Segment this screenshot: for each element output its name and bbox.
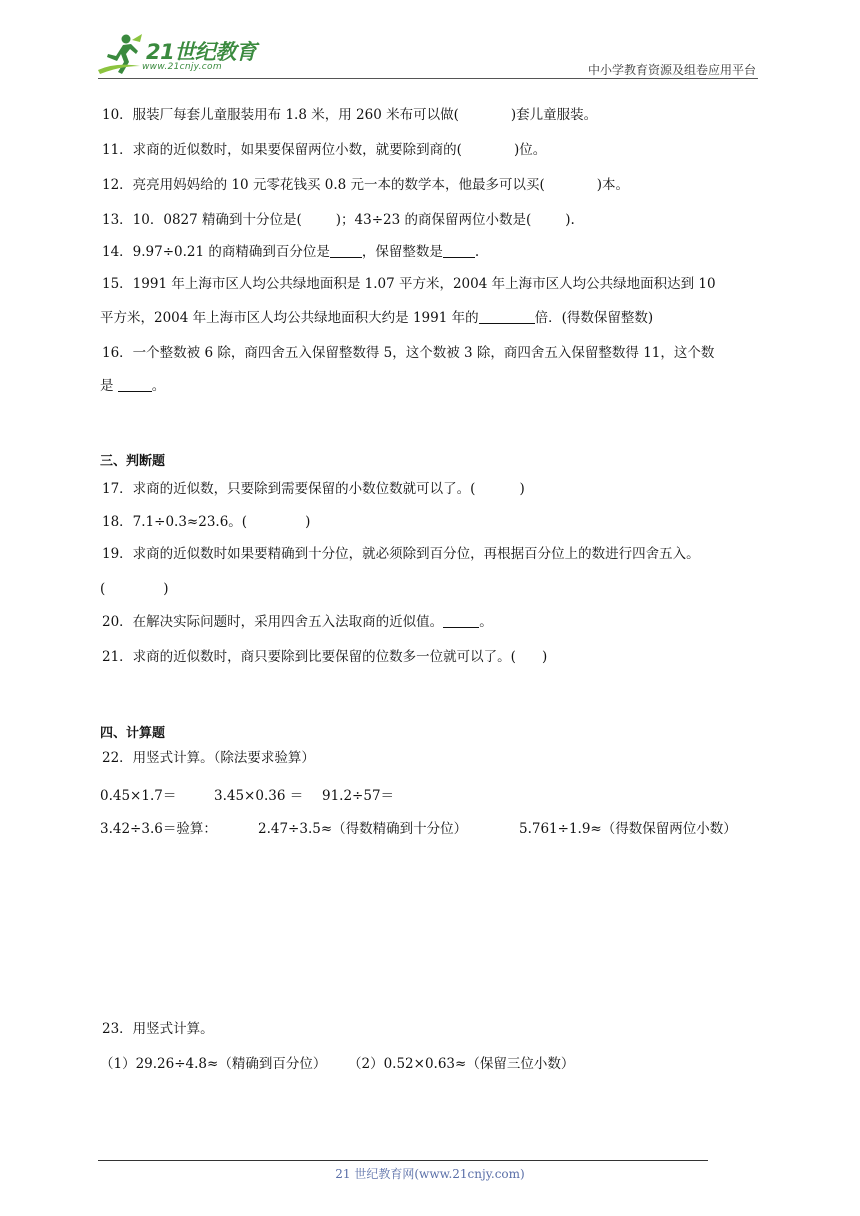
footer-divider	[98, 1160, 708, 1161]
question-22-title: 22．用竖式计算。（除法要求验算）	[102, 750, 315, 766]
question-14: 14．9.97÷0.21 的商精确到百分位是 ，保留整数是 .	[102, 244, 480, 260]
question-16-line1: 16．一个整数被 6 除，商四舍五入保留整数得 5，这个数被 3 除，商四舍五入保留整数得 11，这个数	[102, 345, 715, 361]
q22-expr-1: 0.45×1.7＝	[100, 788, 177, 804]
question-23-title: 23．用竖式计算。	[102, 1021, 214, 1037]
answer-blank	[330, 243, 362, 258]
question-16-line2: 是 。	[100, 378, 166, 394]
q22-expr-6: 5.761÷1.9≈（得数保留两位小数）	[519, 821, 737, 837]
question-21: 21．求商的近似数时，商只要除到比要保留的位数多一位就可以了。( )	[102, 649, 548, 665]
question-20: 20．在解决实际问题时，采用四舍五入法取商的近似值。 。	[102, 614, 493, 630]
q23-item-1: （1）29.26÷4.8≈（精确到百分位）	[100, 1056, 327, 1072]
header-divider	[98, 78, 758, 79]
question-15-line2: 平方米，2004 年上海市区人均公共绿地面积大约是 1991 年的 倍．(得数保留整数)	[100, 310, 654, 326]
q23-item-2: （2）0.52×0.63≈（保留三位小数）	[348, 1056, 575, 1072]
question-12: 12．亮亮用妈妈给的 10 元零花钱买 0.8 元一本的数学本，他最多可以买( )本。	[102, 177, 630, 193]
question-17: 17．求商的近似数，只要除到需要保留的小数位数就可以了。( )	[102, 481, 525, 497]
runner-logo-icon	[96, 32, 144, 78]
question-18: 18．7.1÷0.3≈23.6。( )	[102, 514, 311, 530]
platform-name: 中小学教育资源及组卷应用平台	[587, 63, 756, 77]
question-11: 11．求商的近似数时，如果要保留两位小数，就要除到商的( )位。	[102, 142, 547, 158]
question-19-line2: ( )	[100, 581, 169, 597]
site-logo	[96, 32, 266, 80]
logo-url: www.21cnjy.com	[142, 62, 222, 72]
question-19-line1: 19．求商的近似数时如果要精确到十分位，就必须除到百分位，再根据百分位上的数进行四舍五入。	[102, 546, 700, 562]
q22-expr-2: 3.45×0.36 ＝	[214, 788, 304, 804]
answer-blank	[443, 613, 479, 628]
logo-text: 21世纪教育	[146, 40, 257, 64]
q22-expr-4: 3.42÷3.6＝验算：	[100, 821, 217, 837]
q22-expr-5: 2.47÷3.5≈（得数精确到十分位）	[258, 821, 468, 837]
question-15-line1: 15．1991 年上海市区人均公共绿地面积是 1.07 平方米，2004 年上海市区人均公共绿地面积达到 10	[102, 276, 716, 292]
question-10: 10．服装厂每套儿童服装用布 1.8 米，用 260 米布可以做( )套儿童服装。	[102, 107, 598, 123]
section-judgment-title: 三、判断题	[100, 454, 166, 469]
answer-blank	[479, 309, 535, 324]
answer-blank	[118, 377, 152, 392]
footer-site: 21 世纪教育网(www.21cnjy.com)	[335, 1167, 525, 1181]
question-13: 13．10．0827 精确到十分位是( )；43÷23 的商保留两位小数是( ).	[102, 212, 575, 228]
section-calculation-title: 四、计算题	[100, 726, 166, 741]
answer-blank	[443, 243, 475, 258]
q22-expr-3: 91.2÷57＝	[322, 788, 395, 804]
